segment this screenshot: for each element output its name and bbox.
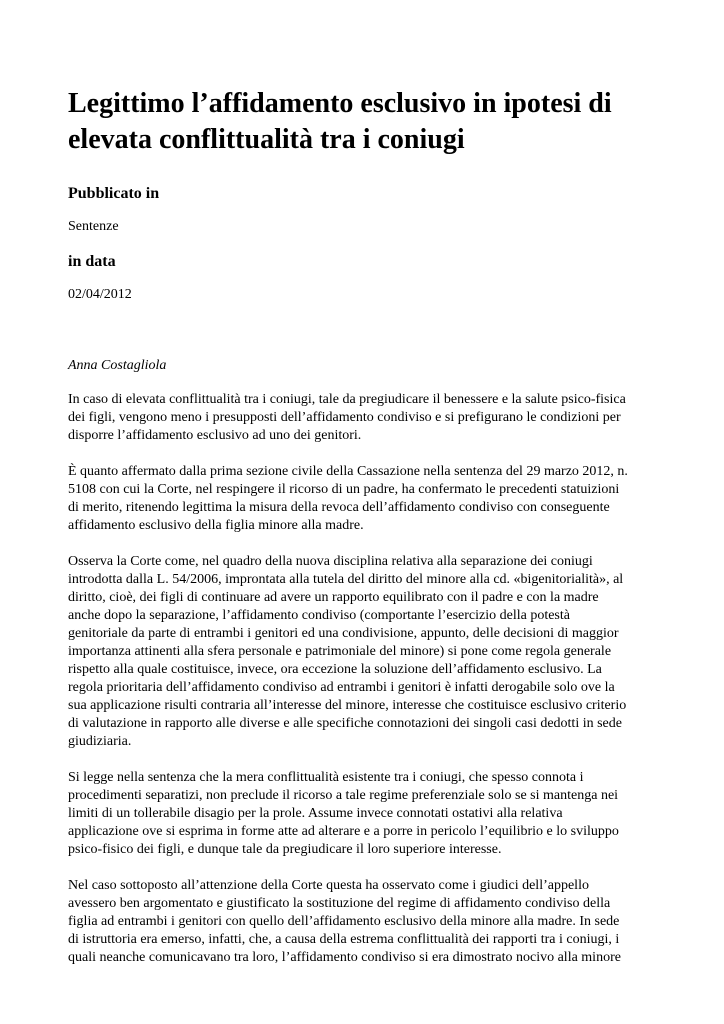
text-line: disporre l’affidamento esclusivo ad uno dei genitori. (68, 428, 362, 443)
text-line: di valutazione in rapporto alle diverse e alle specifiche connotazioni dei singoli casi dedotti in sede (68, 716, 622, 731)
text-line: diritto, cioè, dei figli di continuare ad avere un rapporto equilibrato con il padre e con la madre (68, 590, 599, 605)
text-line: anche dopo la separazione, l’affidamento condiviso (comportante l’esercizio della potestà (68, 608, 570, 623)
paragraph-5 (68, 877, 658, 967)
text-line: È quanto affermato dalla prima sezione civile della Cassazione nella sentenza del 29 marzo 2012, n. (68, 464, 628, 479)
text-line: importanza attinenti alla sfera personale e patrimoniale del minore) si pone come regola generale (68, 644, 612, 659)
text-line: regola prioritaria dell’affidamento condiviso ad entrambi i genitori è infatti derogabile solo ove la (68, 680, 615, 695)
text-line: quali neanche comunicavano tra loro, l’affidamento condiviso si era dimostrato nocivo alla minore (68, 950, 621, 965)
text-line: dei figli, vengono meno i presupposti dell’affidamento condiviso e si prefigurano le condizioni per (68, 410, 621, 425)
date-value: 02/04/2012 (68, 287, 132, 302)
text-line: affidamento esclusivo della figlia minore alla madre. (68, 518, 364, 533)
text-line: di merito, ritenendo legittima la misura della revoca dell’affidamento condiviso con conseguente (68, 500, 610, 515)
text-line: In caso di elevata conflittualità tra i coniugi, tale da pregiudicare il benessere e la salute psico-fisica (68, 392, 626, 407)
title-line: elevata conflittualità tra i coniugi (68, 124, 465, 155)
text-line: Nel caso sottoposto all’attenzione della Corte questa ha osservato come i giudici dell’appello (68, 878, 589, 893)
category-value: Sentenze (68, 219, 119, 234)
text-line: procedimenti separatizi, non preclude il ricorso a tale regime preferenziale solo se si mantenga nei (68, 788, 619, 803)
text-line: rispetto alla quale costituisce, invece, ora eccezione la soluzione dell’affidamento esclusivo. La (68, 662, 602, 677)
title-line: Legittimo l’affidamento esclusivo in ipotesi di (68, 88, 612, 119)
text-line: genitoriale da parte di entrambi i genitori ed una condivisione, appunto, delle decisioni di maggior (68, 626, 619, 641)
text-line: applicazione ove si esprima in forme atte ad alterare e a porre in pericolo l’equilibrio e lo sviluppo (68, 824, 619, 839)
text-line: 5108 con cui la Corte, nel respingere il ricorso di un padre, ha confermato le precedenti statuizioni (68, 482, 620, 497)
text-line: limiti di un tollerabile disagio per la prole. Assume invece connotati ostativi alla relativa (68, 806, 563, 821)
date-label: in data (68, 253, 116, 270)
author-name: Anna Costagliola (68, 358, 167, 373)
paragraph-2 (68, 463, 658, 535)
text-line: sua applicazione risulti contraria all’interesse del minore, interesse che costituisce esclusivo criterio (68, 698, 627, 713)
published-label: Pubblicato in (68, 185, 160, 202)
text-line: figlia ad entrambi i genitori con quello dell’affidamento esclusivo della minore alla madre. In sede (68, 914, 620, 929)
text-line: avessero ben argomentato e giustificato la sostituzione del regime di affidamento condiviso della (68, 896, 611, 911)
text-line: Si legge nella sentenza che la mera conflittualità esistente tra i coniugi, che spesso connota i (68, 770, 584, 785)
text-line: di istruttoria era emerso, infatti, che, a causa della estrema conflittualità dei rapporti tra i coniugi, i (68, 932, 620, 947)
text-line: psico-fisico dei figli, e dunque tale da pregiudicare il loro superiore interesse. (68, 842, 502, 857)
text-line: Osserva la Corte come, nel quadro della nuova disciplina relativa alla separazione dei coniugi (68, 554, 593, 569)
paragraph-3 (68, 553, 658, 751)
text-line: giudiziaria. (68, 734, 132, 749)
paragraph-4 (68, 769, 658, 859)
paragraph-1 (68, 391, 658, 445)
text-line: introdotta dalla L. 54/2006, improntata alla tutela del diritto del minore alla cd. «bigenitorialità», al (68, 572, 624, 587)
document-page (68, 86, 658, 967)
article-title (68, 86, 658, 158)
